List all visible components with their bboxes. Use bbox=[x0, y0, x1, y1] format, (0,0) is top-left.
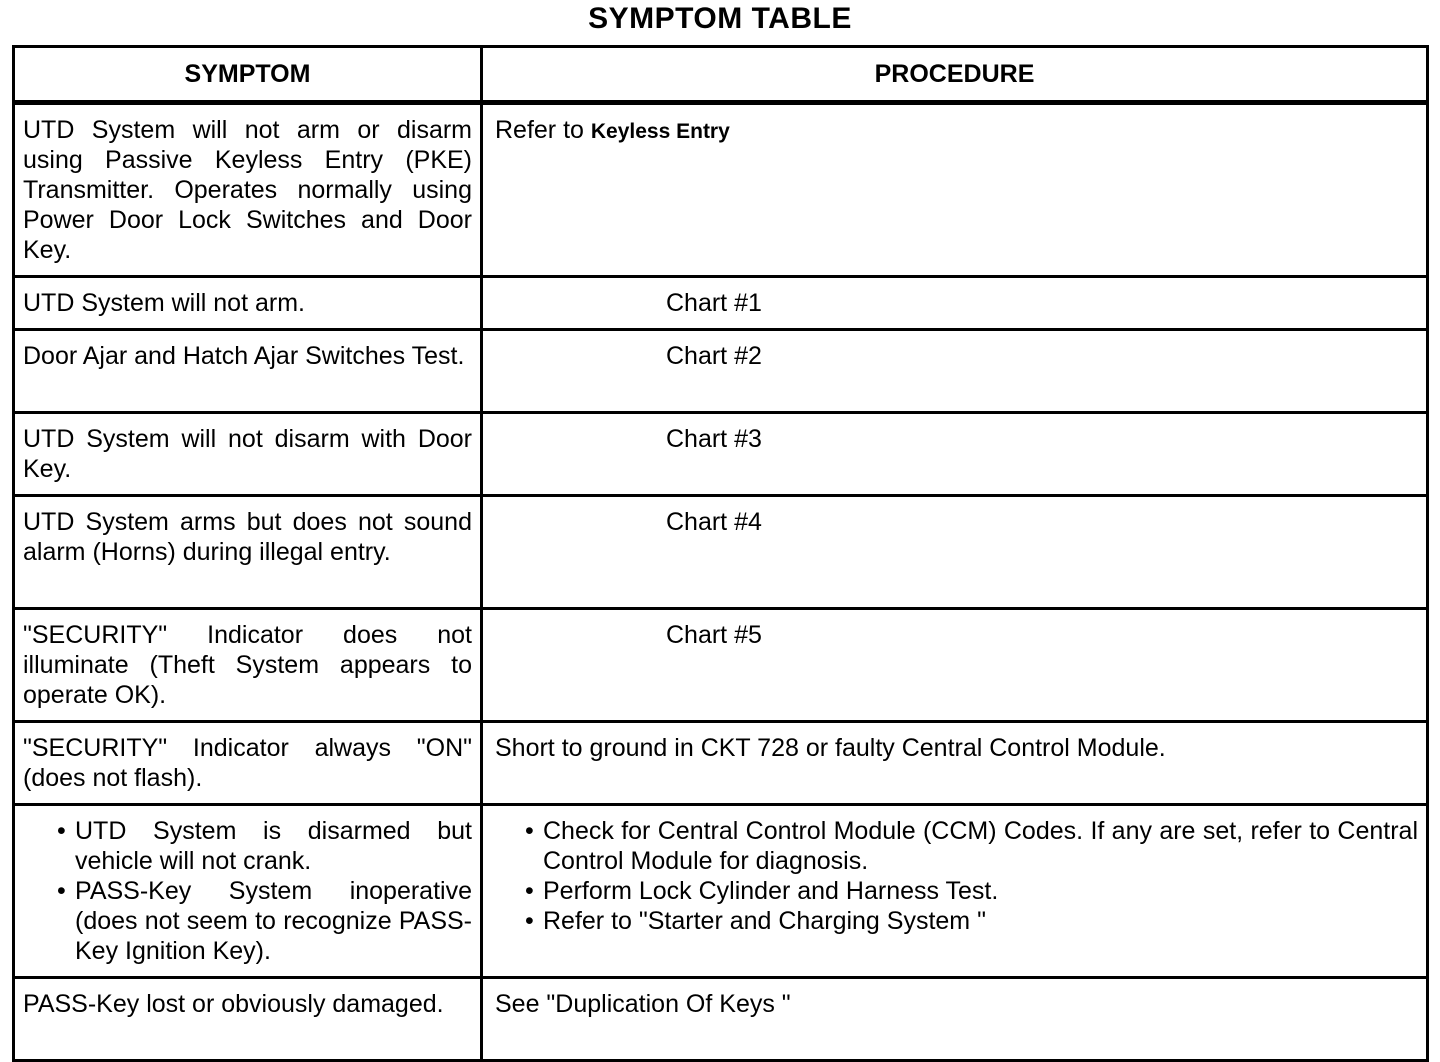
bullet-item: • PASS-Key System inoperative (does not seem to recognize PASS-Key Ignition Key). bbox=[23, 876, 472, 966]
procedure-bullet-list bbox=[491, 816, 1418, 936]
symptom-bullet-list bbox=[23, 816, 472, 966]
symptom-cell: "SECURITY" Indicator always "ON" (does not flash). bbox=[14, 722, 482, 805]
page-title: SYMPTOM TABLE bbox=[588, 2, 852, 35]
header-symptom: SYMPTOM bbox=[14, 47, 482, 103]
procedure-cell: Chart #2 bbox=[482, 330, 1428, 413]
table-header-row bbox=[14, 47, 1428, 103]
bullet-item: • UTD System is disarmed but vehicle will not crank. bbox=[23, 816, 472, 876]
table-row bbox=[14, 103, 1428, 277]
symptom-cell: UTD System will not arm or disarm using Passive Keyless Entry (PKE) Transmitter. Operates normally using Power Door Lock Switches and Door Key. bbox=[14, 103, 482, 277]
procedure-cell: Chart #4 bbox=[482, 496, 1428, 609]
symptom-cell: PASS-Key lost or obviously damaged. bbox=[14, 978, 482, 1061]
procedure-cell: Chart #5 bbox=[482, 609, 1428, 722]
symptom-cell: UTD System will not disarm with Door Key. bbox=[14, 413, 482, 496]
table-row bbox=[14, 978, 1428, 1061]
bullet-item: • Refer to "Starter and Charging System " bbox=[491, 906, 1418, 936]
table-row bbox=[14, 496, 1428, 609]
symptom-cell: Door Ajar and Hatch Ajar Switches Test. bbox=[14, 330, 482, 413]
table-row bbox=[14, 722, 1428, 805]
table-row bbox=[14, 330, 1428, 413]
table-row bbox=[14, 805, 1428, 978]
procedure-cell: Chart #1 bbox=[482, 277, 1428, 330]
procedure-cell bbox=[482, 103, 1428, 277]
bullet-item: • Perform Lock Cylinder and Harness Test. bbox=[491, 876, 1418, 906]
table-row bbox=[14, 277, 1428, 330]
procedure-cell: Short to ground in CKT 728 or faulty Central Control Module. bbox=[482, 722, 1428, 805]
procedure-cell: See "Duplication Of Keys " bbox=[482, 978, 1428, 1061]
symptom-cell: "SECURITY" Indicator does not illuminate (Theft System appears to operate OK). bbox=[14, 609, 482, 722]
procedure-prefix: Refer to bbox=[495, 116, 591, 144]
table-row bbox=[14, 609, 1428, 722]
procedure-cell: Chart #3 bbox=[482, 413, 1428, 496]
header-procedure: PROCEDURE bbox=[482, 47, 1428, 103]
table-row bbox=[14, 413, 1428, 496]
symptom-table bbox=[12, 45, 1429, 1062]
symptom-cell bbox=[14, 805, 482, 978]
symptom-cell: UTD System arms but does not sound alarm (Horns) during illegal entry. bbox=[14, 496, 482, 609]
symptom-cell: UTD System will not arm. bbox=[14, 277, 482, 330]
procedure-reference: Keyless Entry bbox=[590, 120, 730, 143]
bullet-item: • Check for Central Control Module (CCM) Codes. If any are set, refer to Central Control Module for diagnosis. bbox=[491, 816, 1418, 876]
procedure-cell bbox=[482, 805, 1428, 978]
